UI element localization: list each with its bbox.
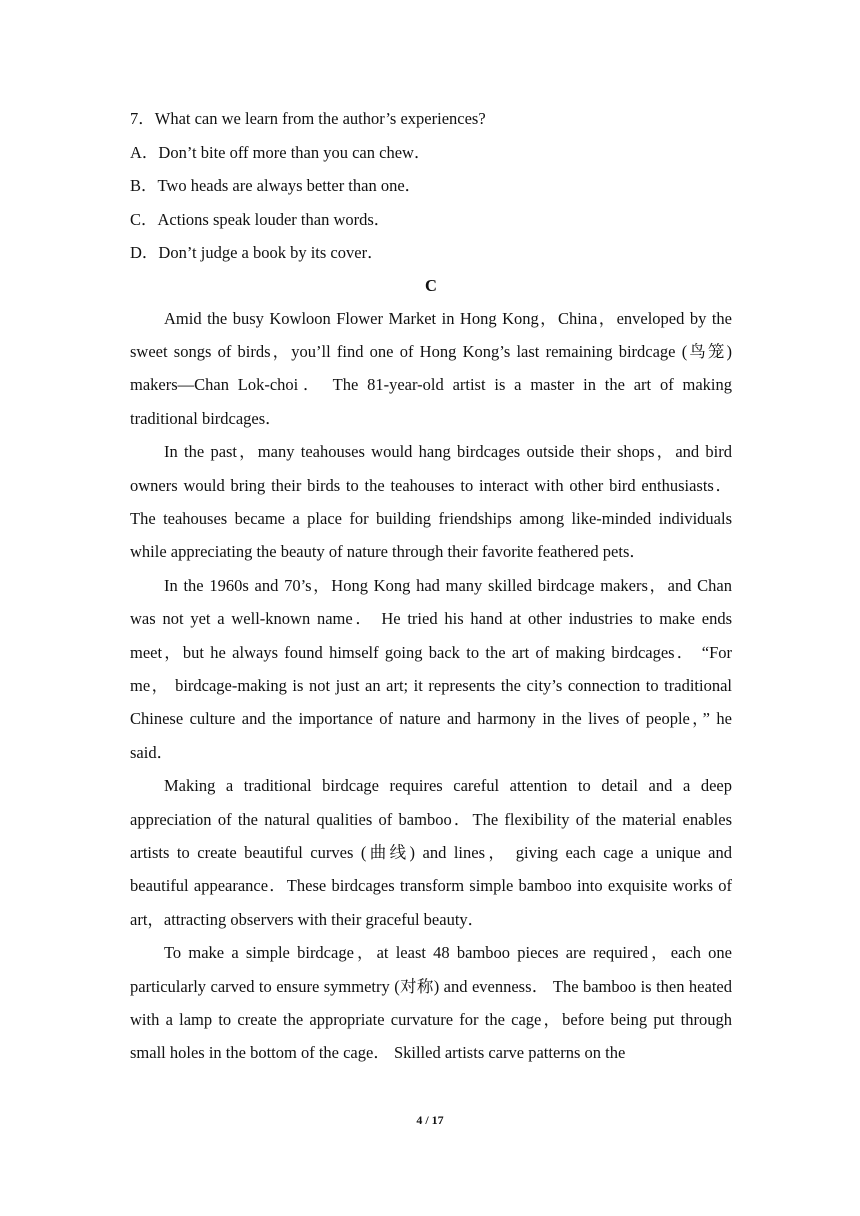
page-content xyxy=(130,102,732,1070)
paragraph-4: Making a traditional birdcage requires careful attention to detail and a deep appreciation of the natural qualities of bamboo．The flexibility of the material enables artists to create beautiful curves (曲线) and lines， giving each cage a unique and beautiful appearance．These birdcages transform simple bamboo into exquisite works of art，attracting observers with their graceful beauty． xyxy=(130,776,732,929)
question-7-stem: 7．What can we learn from the author’s experiences? xyxy=(130,109,486,128)
paragraph-5: To make a simple birdcage，at least 48 bamboo pieces are required，each one particularly carved to ensure symmetry (对称) and evenness． The bamboo is then heated with a lamp to create the appropriate curvature for the cage，before being put through small holes in the bottom of the cage． Skilled artists carve patterns on the xyxy=(130,943,732,1063)
option-c: C．Actions speak louder than words． xyxy=(130,209,391,229)
option-d: D．Don’t judge a book by its cover． xyxy=(130,243,384,262)
page-number: 4 / 17 xyxy=(416,1113,444,1127)
option-a: A．Don’t bite off more than you can chew． xyxy=(130,142,431,162)
paragraph-3: In the 1960s and 70’s，Hong Kong had many skilled birdcage makers，and Chan was not yet a well-known name． He tried his hand at other industries to make ends meet，but he always found himself going back to the art of making birdcages． “For me， birdcage-making is not just an art; it represents the city’s connection to traditional Chinese culture and the importance of nature and harmony in the lives of people，” he said． xyxy=(130,575,732,762)
section-title: C xyxy=(425,275,437,295)
paragraph-1: Amid the busy Kowloon Flower Market in Hong Kong，China，enveloped by the sweet songs of birds，you’ll find one of Hong Kong’s last remaining birdcage (鸟笼) makers—Chan Lok-choi． The 81-year-old artist is a master in the art of making traditional birdcages． xyxy=(130,308,732,428)
paragraph-2: In the past，many teahouses would hang birdcages outside their shops，and bird owners would bring their birds to the teahouses to interact with other bird enthusiasts． The teahouses became a place for building friendships among like-minded individuals while appreciating the beauty of nature through their favorite feathered pets． xyxy=(130,442,732,562)
option-b: B．Two heads are always better than one． xyxy=(130,176,422,195)
